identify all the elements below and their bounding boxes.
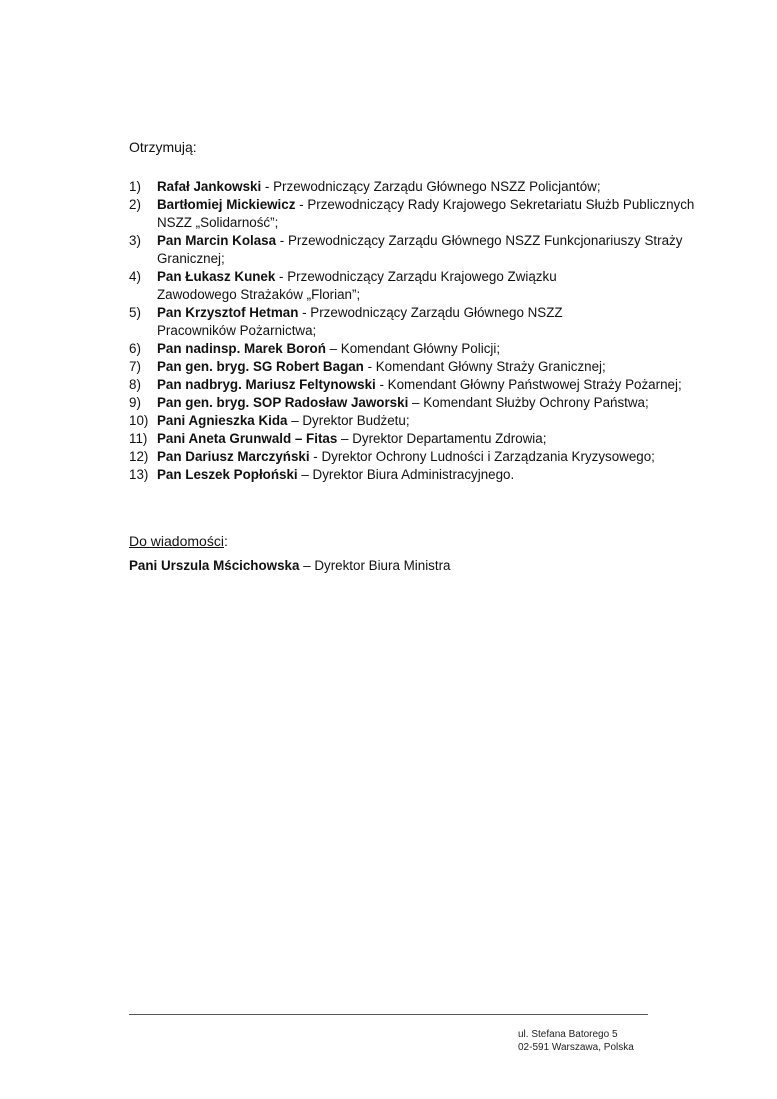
list-item bbox=[129, 394, 719, 412]
list-item bbox=[129, 268, 719, 304]
recipient-role: Przewodniczący Zarządu Głównego NSZZ bbox=[310, 305, 563, 320]
list-item bbox=[129, 466, 719, 484]
address-line-city: 02-591 Warszawa, Polska bbox=[518, 1042, 634, 1053]
list-item bbox=[129, 412, 719, 430]
recipients-list bbox=[129, 178, 719, 484]
cc-colon: : bbox=[223, 533, 228, 549]
recipients-heading: Otrzymują: bbox=[129, 139, 197, 155]
recipient-name: Bartłomiej Mickiewicz bbox=[157, 197, 296, 212]
recipient-name: Pan nadbryg. Mariusz Feltynowski bbox=[157, 377, 376, 392]
item-number: 10) bbox=[129, 413, 149, 428]
separator: - bbox=[375, 377, 388, 392]
recipient-role: Komendant Główny Policji; bbox=[340, 341, 501, 356]
item-number: 9) bbox=[129, 395, 141, 410]
recipient-role: Przewodniczący Zarządu Krajowego Związku bbox=[287, 269, 557, 284]
recipient-role: Przewodniczący Zarządu Głównego NSZZ Policjantów; bbox=[273, 179, 601, 194]
recipient-role-continued: Zawodowego Strażaków „Florian”; bbox=[157, 287, 361, 302]
recipient-name: Pan gen. bryg. SOP Radosław Jaworski bbox=[157, 395, 409, 410]
list-item bbox=[129, 304, 719, 340]
footer-divider bbox=[129, 1014, 648, 1015]
item-number: 5) bbox=[129, 305, 141, 320]
item-number: 8) bbox=[129, 377, 141, 392]
item-number: 13) bbox=[129, 467, 149, 482]
cc-recipient-name: Pani Urszula Mścichowska bbox=[129, 558, 300, 573]
recipient-name: Pani Agnieszka Kida bbox=[157, 413, 288, 428]
item-number: 6) bbox=[129, 341, 141, 356]
cc-recipient bbox=[129, 557, 451, 575]
recipient-role: Dyrektor Budżetu; bbox=[302, 413, 410, 428]
item-number: 1) bbox=[129, 179, 141, 194]
address-line-street: ul. Stefana Batorego 5 bbox=[518, 1029, 618, 1040]
recipient-name: Rafał Jankowski bbox=[157, 179, 262, 194]
separator: – bbox=[337, 431, 353, 446]
separator: – bbox=[299, 558, 315, 573]
recipient-name: Pan Łukasz Kunek bbox=[157, 269, 276, 284]
item-number: 2) bbox=[129, 197, 141, 212]
list-item bbox=[129, 358, 719, 376]
footer-address bbox=[518, 1028, 634, 1054]
list-item bbox=[129, 376, 719, 394]
recipient-name: Pan Dariusz Marczyński bbox=[157, 449, 310, 464]
cc-label: Do wiadomości bbox=[129, 533, 224, 549]
recipient-name: Pan Leszek Popłoński bbox=[157, 467, 298, 482]
separator: – bbox=[287, 413, 303, 428]
recipient-role: Przewodniczący Rady Krajowego Sekretariatu Służb Publicznych NSZZ „Solidarność”; bbox=[157, 197, 695, 230]
separator: - bbox=[363, 359, 376, 374]
recipient-role: Dyrektor Biura Administracyjnego. bbox=[312, 467, 515, 482]
list-item bbox=[129, 340, 719, 358]
recipient-role: Komendant Główny Państwowej Straży Pożarnej; bbox=[387, 377, 682, 392]
separator: - bbox=[276, 233, 288, 248]
recipient-name: Pan gen. bryg. SG Robert Bagan bbox=[157, 359, 364, 374]
recipient-role: Komendant Służby Ochrony Państwa; bbox=[423, 395, 649, 410]
recipient-role: Dyrektor Ochrony Ludności i Zarządzania Kryzysowego; bbox=[321, 449, 655, 464]
cc-recipient-role: Dyrektor Biura Ministra bbox=[314, 558, 451, 573]
separator: - bbox=[295, 197, 308, 212]
recipient-role: Komendant Główny Straży Granicznej; bbox=[375, 359, 606, 374]
separator: - bbox=[298, 305, 311, 320]
item-number: 11) bbox=[129, 431, 148, 446]
list-item bbox=[129, 232, 719, 268]
item-number: 12) bbox=[129, 449, 149, 464]
recipient-role: Dyrektor Departamentu Zdrowia; bbox=[352, 431, 547, 446]
list-item bbox=[129, 448, 719, 466]
recipient-name: Pani Aneta Grunwald – Fitas bbox=[157, 431, 338, 446]
separator: – bbox=[325, 341, 341, 356]
list-item bbox=[129, 196, 719, 232]
recipient-role: Przewodniczący Zarządu Głównego NSZZ Funkcjonariuszy Straży Granicznej; bbox=[157, 233, 683, 266]
item-number: 3) bbox=[129, 233, 141, 248]
recipient-name: Pan Marcin Kolasa bbox=[157, 233, 277, 248]
recipient-name: Pan Krzysztof Hetman bbox=[157, 305, 299, 320]
separator: – bbox=[297, 467, 313, 482]
list-item bbox=[129, 178, 719, 196]
list-item bbox=[129, 430, 719, 448]
item-number: 7) bbox=[129, 359, 141, 374]
separator: – bbox=[408, 395, 424, 410]
recipient-name: Pan nadinsp. Marek Boroń bbox=[157, 341, 326, 356]
item-number: 4) bbox=[129, 269, 141, 284]
cc-heading bbox=[129, 532, 228, 550]
recipient-role-continued: Pracowników Pożarnictwa; bbox=[157, 323, 317, 338]
separator: - bbox=[261, 179, 274, 194]
separator: - bbox=[309, 449, 322, 464]
separator: - bbox=[275, 269, 288, 284]
